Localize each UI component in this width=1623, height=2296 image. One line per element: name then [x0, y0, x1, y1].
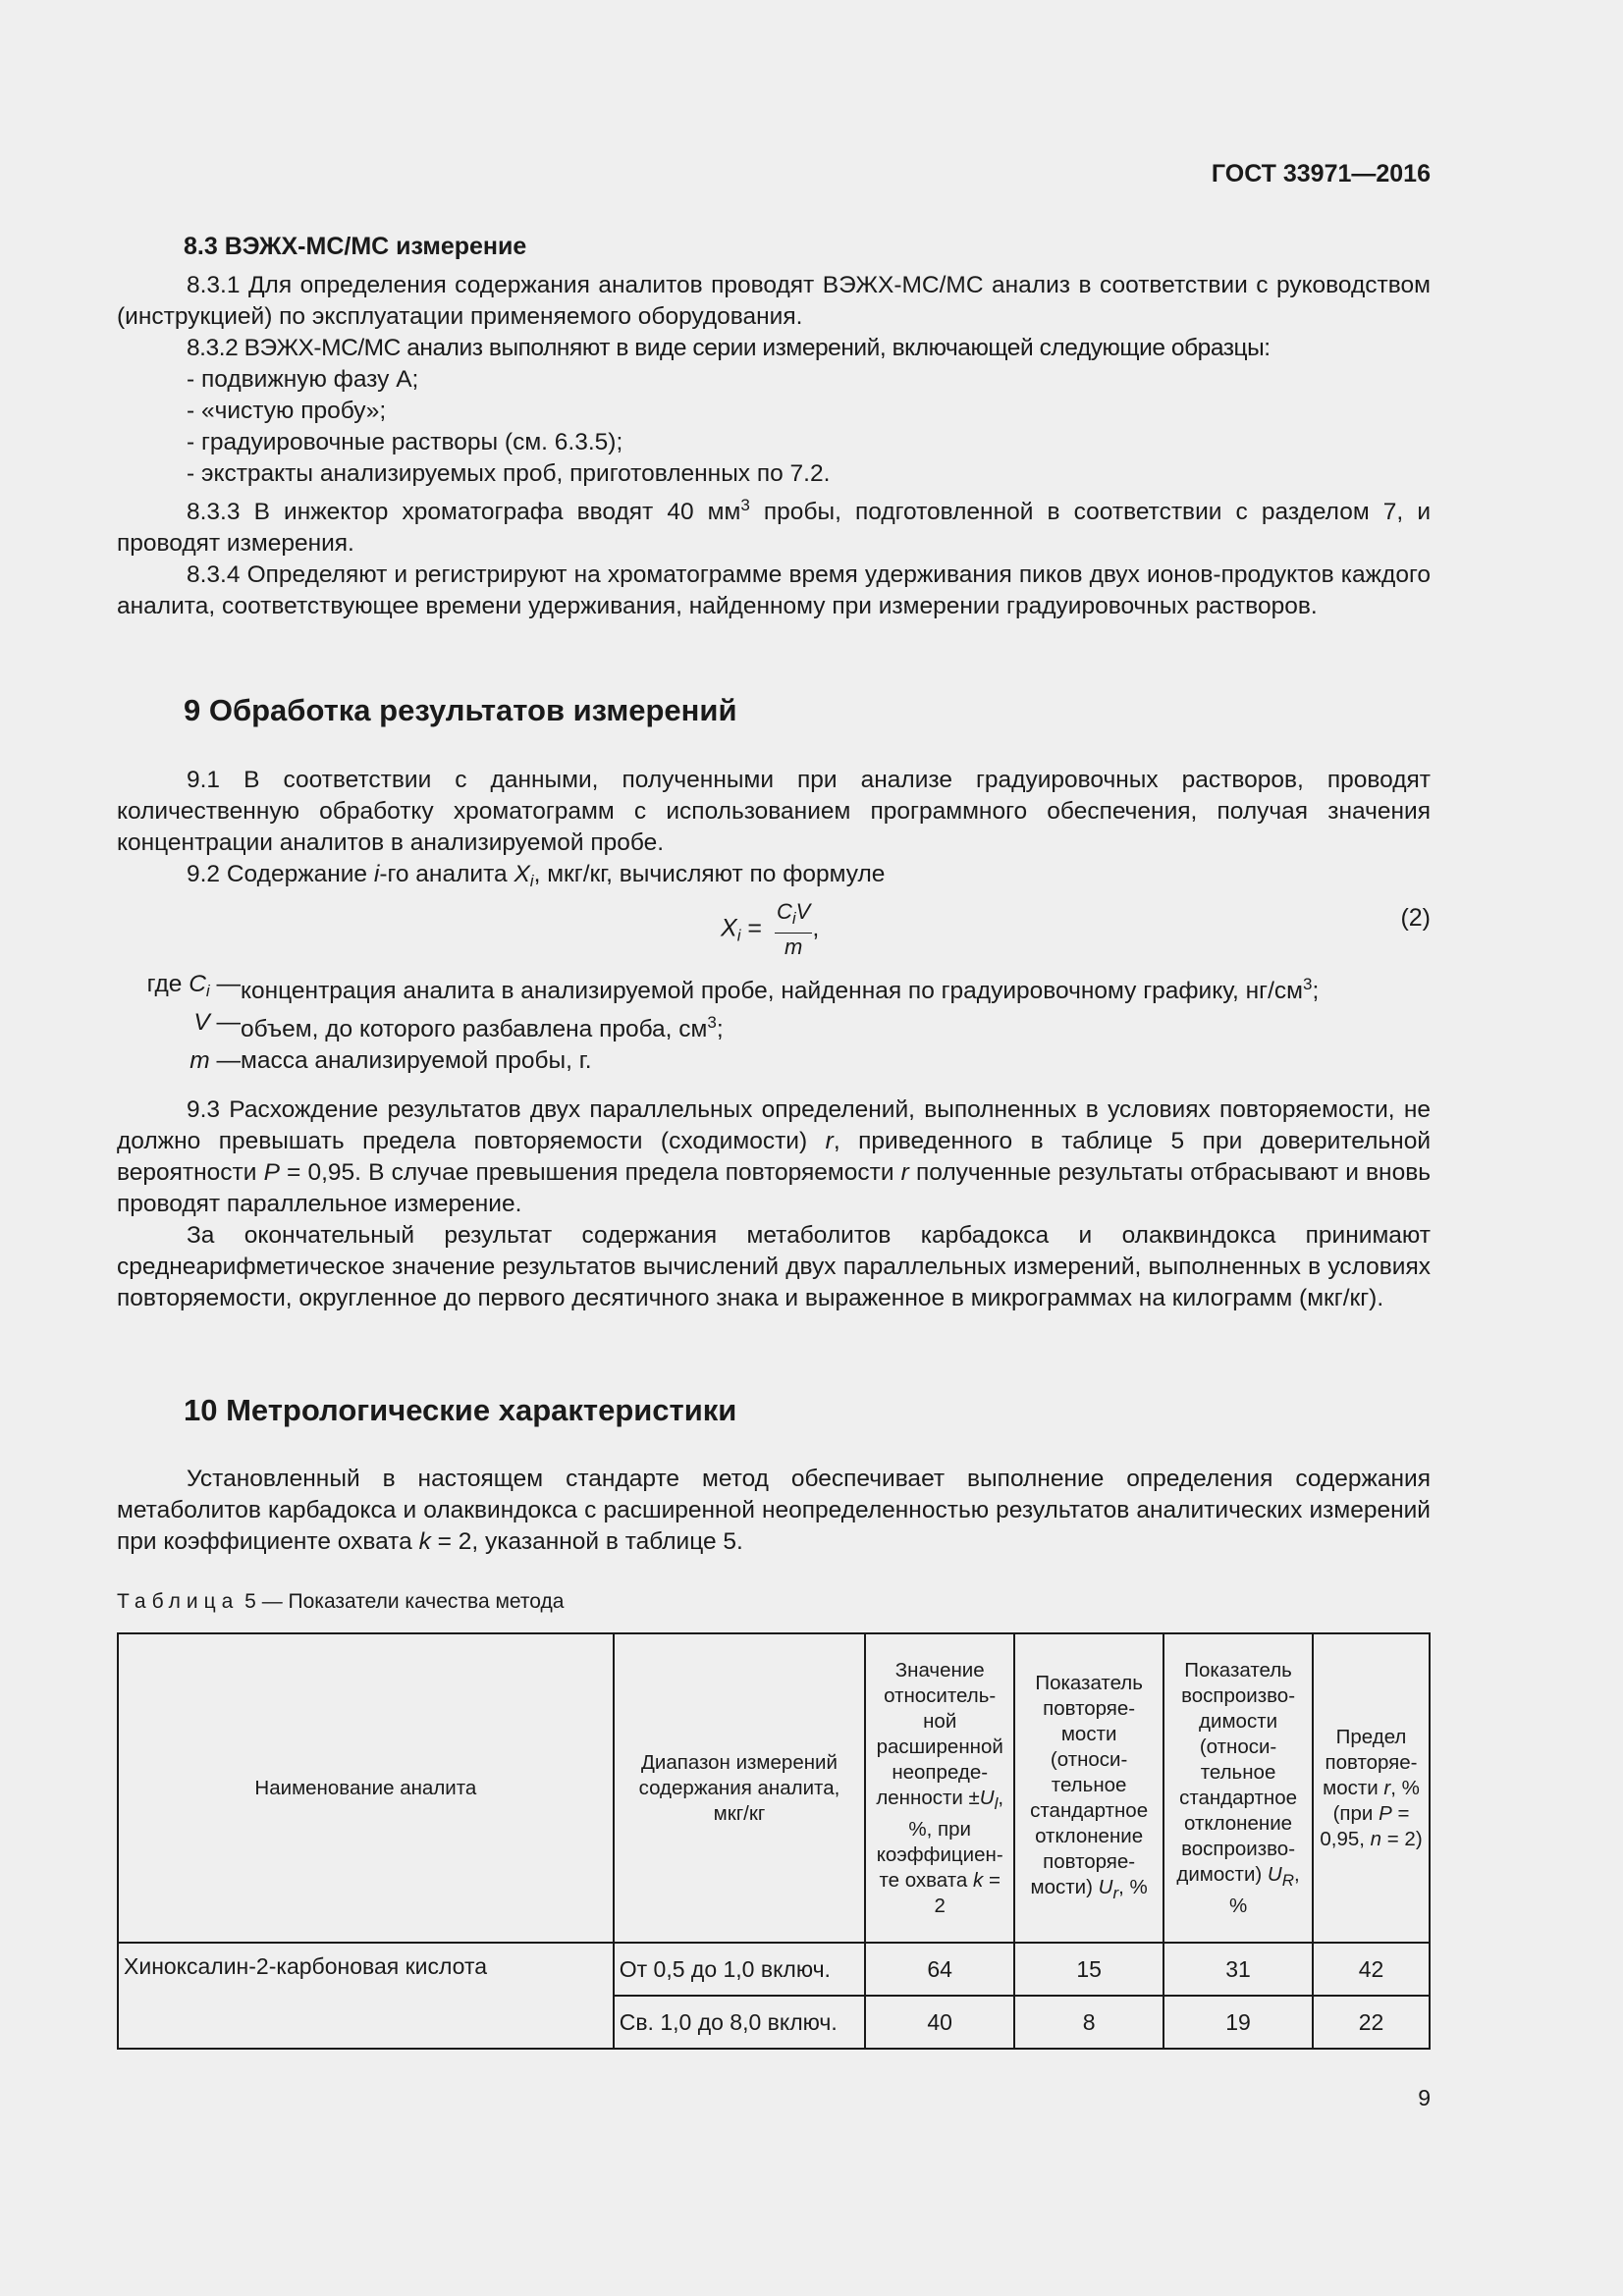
analyte-cell: Хиноксалин-2-карбоновая кислота — [118, 1943, 614, 2049]
list-item: - «чистую пробу»; — [187, 398, 387, 424]
section-9-body — [117, 765, 1431, 897]
page-number: 9 — [1418, 2085, 1431, 2110]
paragraph-8-3-4: 8.3.4 Определяют и регистрируют на хроматограмме время удерживания пиков двух ионов-продуктов каждого аналита, соответствующее времени удерживания, найденному при измерении градуировочных растворов. — [117, 561, 1431, 619]
list-item: - градуировочные растворы (см. 6.3.5); — [187, 429, 623, 455]
quality-table — [117, 1632, 1431, 2050]
standard-code: ГОСТ 33971—2016 — [1211, 160, 1431, 187]
reproducibility-cell: 19 — [1163, 1996, 1313, 2049]
header-reproducibility: Показатель воспроизво-димости (относи-тельное стандартное отклонение воспроизво-димости) $U_R$, % — [1163, 1633, 1313, 1943]
paragraph-9-3: 9.3 Расхождение результатов двух параллельных определений, выполненных в условиях повторяемости, не должно превышать предела повторяемости (сходимости) r, приведенного в таблице 5 при доверительной вероятности P = 0,95. В случае превышения предела повторяемости r полученные результаты отбрасывают и вновь проводят параллельное измерение. — [117, 1096, 1432, 1217]
paragraph-9-2: 9.2 Содержание i-го аналита $X_i$, мкг/кг, вычисляют по формуле — [187, 861, 886, 890]
list-item: - экстракты анализируемых проб, приготовленных по 7.2. — [187, 460, 831, 487]
paragraph-8-3-1: 8.3.1 Для определения содержания аналитов проводят ВЭЖХ-МС/МС анализ в соответствии с руководством (инструкцией) по эксплуатации применяемого оборудования. — [117, 272, 1431, 330]
section-8-3-body — [117, 270, 1431, 622]
paragraph-9-1: 9.1 В соответствии с данными, полученными при анализе градуировочных растворов, проводят количественную обработку хроматограмм с использованием программного обеспечения, получая значения концентрации аналитов в анализируемой пробе. — [117, 767, 1431, 856]
limit-cell: 42 — [1313, 1943, 1430, 1996]
header-range: Диапазон измерений содержания аналита, мкг/кг — [614, 1633, 866, 1943]
header-repeatability-limit: Предел повторяе-мости r, % (при P = 0,95, n = 2) — [1313, 1633, 1430, 1943]
uncertainty-cell: 40 — [865, 1996, 1014, 2049]
table-row — [118, 1943, 1430, 1996]
range-cell: От 0,5 до 1,0 включ. — [614, 1943, 866, 1996]
reproducibility-cell: 31 — [1163, 1943, 1313, 1996]
header-repeatability: Показатель повторяе-мости (относи-тельное стандартное отклонение повторяе-мости) $U_r$, % — [1014, 1633, 1163, 1943]
formula-2: $X_i$ = $\frac{C_iV}{m}$ , — [721, 899, 820, 959]
legend-row: где $C_i$ — концентрация аналита в анализируемой пробе, найденная по градуировочному графику, $нг/см^3$; — [146, 971, 1320, 1004]
paragraph-8-3-3: 8.3.3 В инжектор хроматографа вводят 40 $мм^3$ пробы, подготовленной в соответствии с разделом 7, и проводят измерения. — [117, 496, 1431, 557]
fraction: $\frac{C_iV}{m}$ — [776, 899, 811, 959]
table-header-row — [118, 1633, 1430, 1943]
table-caption: Таблица 5 — Показатели качества метода — [117, 1590, 565, 1613]
section-9-3-body — [117, 1095, 1431, 1314]
list-item: - подвижную фазу А; — [187, 366, 419, 393]
paragraph-10: Установленный в настоящем стандарте метод обеспечивает выполнение определения содержания метаболитов карбадокса и олаквиндокса с расширенной неопределенностью результатов аналитических измерений при коэффициенте охвата k = 2, указанной в таблице 5. — [117, 1466, 1431, 1555]
repeatability-cell: 15 — [1014, 1943, 1163, 1996]
section-10-body — [117, 1464, 1431, 1558]
uncertainty-cell: 64 — [865, 1943, 1014, 1996]
header-analyte: Наименование аналита — [118, 1633, 614, 1943]
limit-cell: 22 — [1313, 1996, 1430, 2049]
section-10-title: 10 Метрологические характеристики — [184, 1393, 737, 1427]
legend-row: V — объем, до которого разбавлена проба, $см^3$; — [193, 1009, 724, 1042]
formula-legend — [117, 969, 1431, 1077]
formula-number: (2) — [1400, 904, 1431, 932]
paragraph-final-result: За окончательный результат содержания метаболитов карбадокса и олаквиндокса принимают среднеарифметическое значение результатов вычислений двух параллельных измерений, выполненных в условиях повторяемости, округленное до первого десятичного знака и выраженное в микрограммах на килограмм (мкг/кг). — [117, 1222, 1431, 1311]
range-cell: Св. 1,0 до 8,0 включ. — [614, 1996, 866, 2049]
repeatability-cell: 8 — [1014, 1996, 1163, 2049]
section-8-3-title: 8.3 ВЭЖХ-МС/МС измерение — [184, 233, 527, 260]
header-expanded-uncertainty: Значение относитель-ной расширенной неопреде-ленности $\pm U_l$, %, при коэффициен-те охвата k = 2 — [865, 1633, 1014, 1943]
legend-row: m — масса анализируемой пробы, г. — [189, 1047, 592, 1074]
section-9-title: 9 Обработка результатов измерений — [184, 693, 737, 727]
paragraph-8-3-2: 8.3.2 ВЭЖХ-МС/МС анализ выполняют в виде серии измерений, включающей следующие образцы: — [187, 335, 1271, 361]
